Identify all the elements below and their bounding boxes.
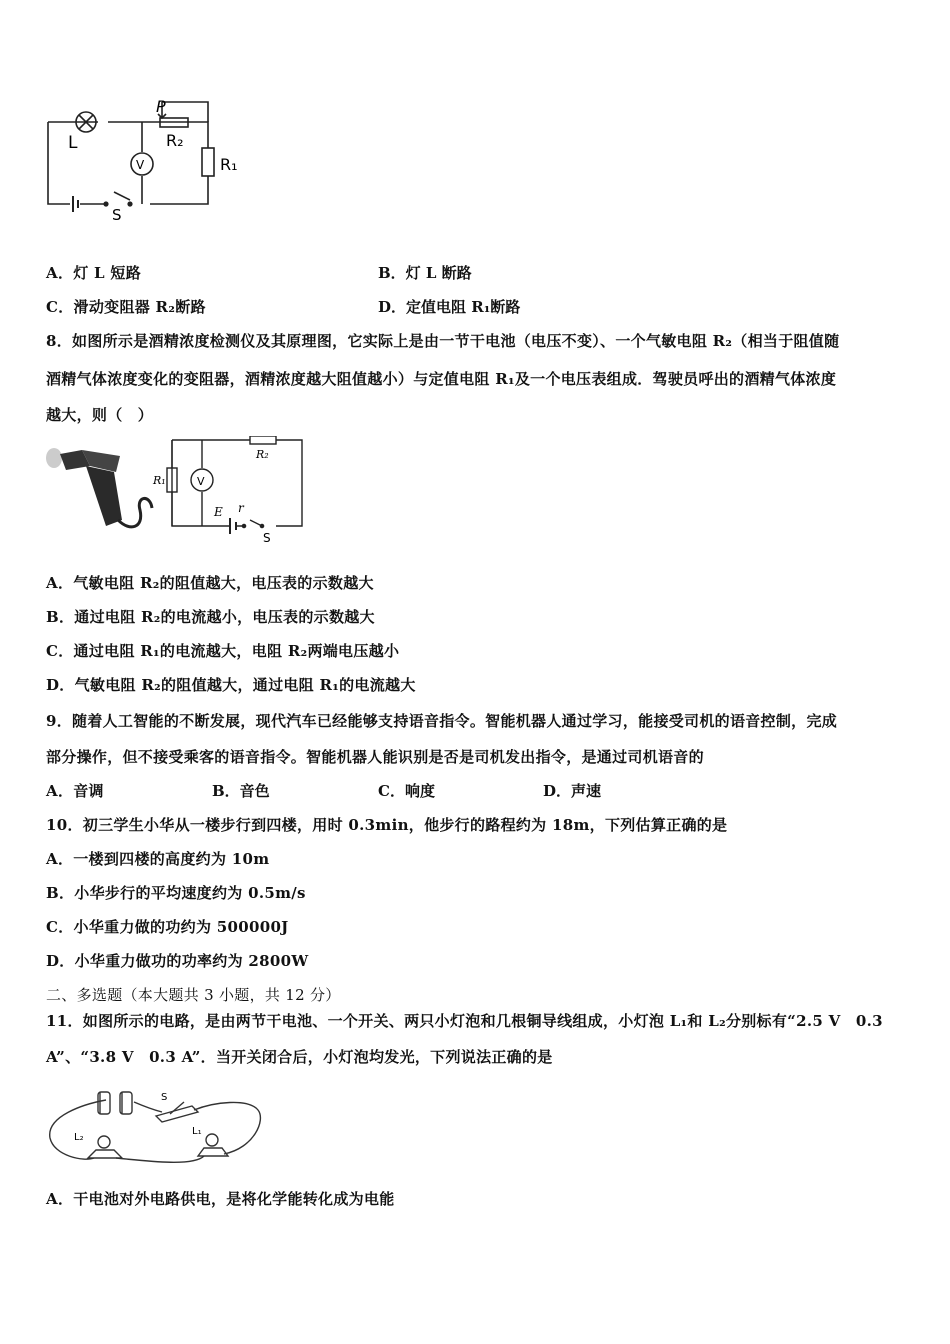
- q8-internal-r-label: r: [238, 501, 244, 515]
- q7-option-c: C．滑动变阻器 R₂断路: [46, 298, 206, 316]
- q11-stem-line1: 11．如图所示的电路，是由两节干电池、一个开关、两只小灯泡和几根铜导线组成，小灯泡 L₁和 L₂分别标有“2.5 V 0.3: [46, 1012, 883, 1030]
- q10-option-d: D．小华重力做功的功率约为 2800W: [46, 952, 309, 970]
- r2-label: R₂: [166, 131, 184, 150]
- q10-stem: 10．初三学生小华从一楼步行到四楼，用时 0.3min，他步行的路程约为 18m，下列估算正确的是: [46, 816, 728, 834]
- switch-label: S: [112, 206, 122, 224]
- r1-label: R₁: [220, 155, 238, 174]
- q9-option-d: D．声速: [543, 782, 602, 800]
- q11-l1-label: L₁: [192, 1126, 202, 1137]
- q11-option-a: A．干电池对外电路供电，是将化学能转化成为电能: [46, 1190, 395, 1208]
- q10-option-b: B．小华步行的平均速度约为 0.5m/s: [46, 884, 306, 902]
- q10-option-a: A．一楼到四楼的高度约为 10m: [46, 850, 270, 868]
- q8-option-a: A．气敏电阻 R₂的阻值越大，电压表的示数越大: [46, 574, 374, 592]
- q8-r1-label: R₁: [153, 474, 166, 487]
- q9-stem-line2: 部分操作，但不接受乘客的语音指令。智能机器人能识别是否是司机发出指令，是通过司机语音的: [46, 748, 704, 766]
- lamp-label: L: [68, 133, 78, 153]
- voltmeter-label: V: [136, 158, 145, 172]
- q9-option-b: B．音色: [212, 782, 270, 800]
- q9-stem-line1: 9．随着人工智能的不断发展，现代汽车已经能够支持语音指令。智能机器人通过学习，能接受司机的语音控制，完成: [46, 712, 838, 730]
- figure-q8-breathalyzer: [40, 436, 310, 546]
- section-heading-multi-choice: 二、多选题（本大题共 3 小题，共 12 分）: [46, 986, 341, 1004]
- q8-stem-line3: 越大，则（ ）: [46, 406, 154, 424]
- q10-option-c: C．小华重力做的功约为 500000J: [46, 918, 289, 936]
- q9-option-c: C．响度: [378, 782, 435, 800]
- figure-q11-circuit: [44, 1080, 268, 1170]
- q8-r2-label: R₂: [256, 448, 269, 461]
- q9-option-a: A．音调: [46, 782, 104, 800]
- q11-l2-label: L₂: [74, 1132, 84, 1143]
- q7-option-d: D．定值电阻 R₁断路: [378, 298, 521, 316]
- q8-switch-label: S: [263, 531, 271, 545]
- q8-emf-label: E: [214, 505, 223, 519]
- q8-option-d: D．气敏电阻 R₂的阻值越大，通过电阻 R₁的电流越大: [46, 676, 416, 694]
- q7-option-b: B．灯 L 断路: [378, 264, 472, 282]
- q8-stem-line2: 酒精气体浓度变化的变阻器，酒精浓度越大阻值越小）与定值电阻 R₁及一个电压表组成．驾驶员呼出的酒精气体浓度: [46, 370, 837, 388]
- q8-option-b: B．通过电阻 R₂的电流越小，电压表的示数越大: [46, 608, 375, 626]
- q11-stem-line2: A”、“3.8 V 0.3 A”．当开关闭合后，小灯泡均发光，下列说法正确的是: [46, 1048, 553, 1066]
- q11-switch-label: S: [161, 1092, 168, 1103]
- q7-option-a: A．灯 L 短路: [46, 264, 142, 282]
- figure-q7-circuit: [40, 92, 260, 227]
- q8-option-c: C．通过电阻 R₁的电流越大，电阻 R₂两端电压越小: [46, 642, 400, 660]
- slider-label: P: [156, 97, 166, 116]
- q8-stem-line1: 8．如图所示是酒精浓度检测仪及其原理图，它实际上是由一节干电池（电压不变）、一个气敏电阻 R₂（相当于阻值随: [46, 332, 840, 350]
- q8-voltmeter-label: V: [197, 475, 205, 488]
